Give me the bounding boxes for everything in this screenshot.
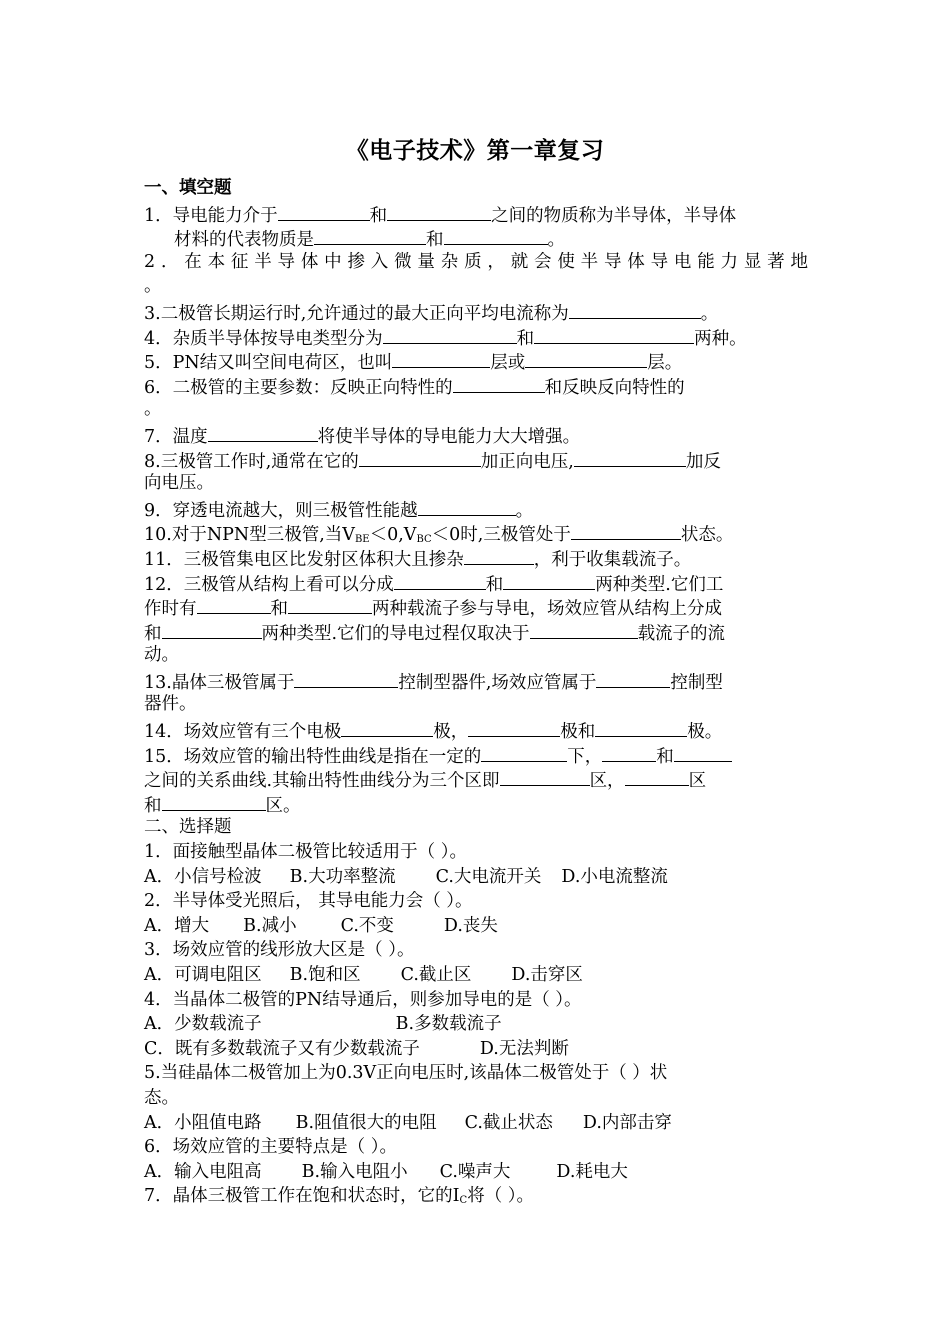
- subscript: BE: [354, 534, 370, 546]
- answer-blank: [208, 422, 318, 442]
- question-text: 之间的物质称为半导体，半导体: [491, 205, 737, 226]
- question-text: 和: [144, 795, 162, 816]
- answer-blank: [468, 717, 560, 737]
- option-c: C.截止状态: [464, 1112, 553, 1133]
- option-a: A．输入电阻高: [144, 1161, 262, 1182]
- answer-blank: [383, 324, 517, 344]
- question-text: 11．三极管集电区比发射区体积大且掺杂: [144, 549, 464, 570]
- option-b: B.阻值很大的电阻: [295, 1112, 437, 1133]
- answer-blank: [525, 348, 647, 368]
- question-text: 极，: [433, 722, 469, 743]
- question-text: ，利于收集载流子。: [533, 549, 692, 570]
- question-text: 作时有: [144, 599, 197, 620]
- option-c: C.截止区: [400, 965, 472, 985]
- question-text: 将（ ）。: [467, 1186, 535, 1207]
- question-text: 7．温度: [144, 426, 208, 447]
- question-text: 加反: [685, 451, 721, 472]
- answer-blank: [481, 742, 567, 762]
- choice-question-4: 4．当晶体二极管的PN结导通后，则参加导电的是（ ）。: [144, 989, 582, 1010]
- option-d: D.耗电大: [556, 1161, 628, 1182]
- question-15-line-2: [144, 766, 808, 791]
- document-body: [144, 176, 808, 1209]
- answer-blank: [162, 791, 266, 811]
- answer-blank: [387, 201, 491, 221]
- option-b: B.饱和区: [289, 965, 361, 985]
- answer-blank: [503, 570, 595, 590]
- question-text: 9．穿透电流越大，则三极管性能越: [144, 500, 418, 521]
- option-d: D.小电流整流: [561, 866, 668, 887]
- question-text: 和反映反向特性的: [544, 377, 685, 398]
- answer-blank: [392, 348, 490, 368]
- answer-blank: [625, 766, 689, 786]
- choice-question-3: 3．场效应管的线形放大区是（ ）。: [144, 940, 415, 961]
- choice-question-6-options: [144, 1160, 808, 1185]
- answer-blank: [674, 742, 732, 762]
- choice-question-2-options: [144, 914, 808, 939]
- question-3: [144, 299, 808, 324]
- question-text: 极。: [687, 722, 723, 743]
- answer-blank: [359, 447, 481, 467]
- option-a: A．增大: [144, 915, 210, 936]
- question-7: [144, 422, 808, 447]
- question-text: 将使半导体的导电能力大大增强。: [317, 426, 581, 447]
- option-d: D.无法判断: [479, 1038, 569, 1059]
- page-title: 《电子技术》第一章复习: [345, 138, 605, 164]
- choice-question-1-options: [144, 865, 808, 890]
- question-text: 控制型器件,场效应管属于: [398, 672, 597, 693]
- question-text: 区。: [265, 795, 301, 816]
- question-text: 层或: [490, 353, 526, 374]
- option-a: A．可调电阻区: [144, 965, 262, 985]
- answer-blank: [534, 324, 694, 344]
- question-text: 下，: [567, 746, 603, 767]
- question-text: 区，: [589, 771, 625, 792]
- question-text: 。: [515, 500, 534, 521]
- question-text: 8.三极管工作时,通常在它的: [144, 451, 359, 472]
- answer-blank: [294, 668, 398, 688]
- question-text: 6．二极管的主要参数：反映正向特性的: [144, 377, 453, 398]
- question-6-line-2: 。: [144, 399, 162, 420]
- answer-blank: [197, 594, 271, 614]
- answer-blank: [418, 496, 516, 516]
- question-13-line-2: 器件。: [144, 694, 197, 715]
- question-text: 载流子的流: [637, 623, 726, 644]
- question-text: 两种。: [694, 328, 747, 349]
- option-c: C.大电流开关: [435, 866, 542, 887]
- question-text: 3.二极管长期运行时,允许通过的最大正向平均电流称为: [144, 303, 569, 324]
- answer-blank: [278, 201, 370, 221]
- question-text: 1．导电能力介于: [144, 205, 278, 226]
- answer-blank: [162, 619, 262, 639]
- question-text: 极和: [560, 722, 596, 743]
- answer-blank: [288, 594, 372, 614]
- question-9: [144, 496, 808, 521]
- choice-question-5-line-1: 5.当硅晶体二极管加上为0.3V正向电压时,该晶体二极管处于（ ）状: [144, 1063, 668, 1084]
- option-b: B.减小: [243, 915, 297, 936]
- answer-blank: [530, 619, 638, 639]
- answer-blank: [394, 570, 486, 590]
- section-heading-fill-blank: 一、填空题: [144, 178, 232, 198]
- answer-blank: [596, 668, 670, 688]
- answer-blank: [453, 373, 545, 393]
- question-1-line-1: [144, 201, 808, 226]
- question-4: [144, 324, 808, 349]
- question-text: 状态。: [680, 525, 734, 546]
- choice-question-4-options-1: [144, 1012, 808, 1037]
- option-c: C．既有多数载流子又有少数载流子: [144, 1038, 420, 1059]
- question-text: 14．场效应管有三个电极: [144, 722, 342, 743]
- question-text: 和: [485, 574, 504, 595]
- subscript: C: [459, 1195, 468, 1207]
- option-b: B.多数载流子: [395, 1014, 502, 1035]
- question-5: [144, 348, 808, 373]
- question-text: 层。: [647, 353, 683, 374]
- question-text: 两种类型.它们工: [595, 574, 724, 595]
- question-13-line-1: [144, 668, 808, 693]
- option-a: A．小阻值电路: [144, 1112, 262, 1133]
- question-15-line-3: [144, 791, 808, 816]
- option-d: D.内部击穿: [582, 1112, 672, 1133]
- answer-blank: [571, 520, 681, 540]
- question-text: 和: [369, 205, 388, 226]
- choice-question-5-options: [144, 1111, 808, 1136]
- subscript: BC: [416, 534, 432, 546]
- option-c: C.不变: [340, 915, 394, 936]
- answer-blank: [569, 299, 701, 319]
- question-text: 10.对于NPN型三极管,当V: [144, 525, 355, 546]
- question-text: 加正向电压,: [480, 451, 574, 472]
- question-12-line-1: [144, 570, 808, 595]
- question-text: 和: [516, 328, 535, 349]
- option-b: B.大功率整流: [289, 866, 396, 887]
- question-text: 和: [426, 230, 444, 251]
- choice-question-2: 2．半导体受光照后， 其导电能力会（ ）。: [144, 891, 473, 912]
- question-text: 区: [688, 771, 707, 792]
- section-heading-multiple-choice: 二、选择题: [144, 817, 232, 838]
- answer-blank: [314, 225, 426, 245]
- choice-question-6: 6．场效应管的主要特点是（ ）。: [144, 1137, 397, 1158]
- option-d: D.丧失: [443, 915, 498, 936]
- question-text: 和: [270, 599, 288, 620]
- answer-blank: [574, 447, 686, 467]
- option-a: A．少数载流子: [144, 1014, 262, 1035]
- option-b: B.输入电阻小: [301, 1161, 408, 1182]
- question-text: 7．晶体三极管工作在饱和状态时，它的I: [144, 1186, 460, 1207]
- choice-question-4-options-2: [144, 1037, 808, 1062]
- question-text: 。: [547, 230, 565, 251]
- answer-blank: [602, 742, 656, 762]
- question-14: [144, 717, 808, 742]
- question-15-line-1: [144, 742, 808, 767]
- question-text: 之间的关系曲线.其输出特性曲线分为三个区即: [144, 771, 500, 792]
- question-12-line-4: 动。: [144, 645, 179, 666]
- question-text: ＜0,V: [369, 525, 417, 546]
- question-8-line-1: [144, 447, 808, 472]
- option-d: D.击穿区: [511, 965, 583, 985]
- answer-blank: [500, 766, 590, 786]
- question-text: 和: [656, 746, 674, 767]
- question-text: 控制型: [670, 672, 723, 693]
- answer-blank: [444, 225, 548, 245]
- choice-question-7: [144, 1184, 808, 1209]
- answer-blank: [341, 717, 433, 737]
- question-12-line-2: [144, 594, 808, 619]
- question-1-line-2: [144, 225, 808, 250]
- question-10: [144, 520, 808, 545]
- question-text: 两种载流子参与导电，场效应管从结构上分成: [372, 599, 722, 620]
- question-2-line-1: 2．在本征半导体中掺入微量杂质，就会使半导体导电能力显著地: [144, 251, 808, 272]
- question-text: 15．场效应管的输出特性曲线是指在一定的: [144, 746, 482, 767]
- option-a: A．小信号检波: [144, 866, 262, 887]
- answer-blank: [464, 545, 534, 565]
- question-text: 4．杂质半导体按导电类型分为: [144, 328, 383, 349]
- choice-question-1: 1．面接触型晶体二极管比较适用于（ ）。: [144, 842, 467, 863]
- question-text: 材料的代表物质是: [174, 230, 314, 251]
- question-text: 两种类型.它们的导电过程仅取决于: [261, 623, 530, 644]
- question-2-line-2: 。: [144, 276, 162, 297]
- question-12-line-3: [144, 619, 808, 644]
- answer-blank: [595, 717, 687, 737]
- choice-question-5-line-2: 态。: [144, 1087, 179, 1108]
- question-8-line-2: 向电压。: [144, 473, 214, 494]
- question-text: 。: [700, 303, 719, 324]
- question-6-line-1: [144, 373, 808, 398]
- option-c: C.噪声大: [439, 1161, 511, 1182]
- question-text: 12．三极管从结构上看可以分成: [144, 574, 394, 595]
- question-11: [144, 545, 808, 570]
- question-text: 和: [144, 623, 162, 644]
- question-text: ＜0时,三极管处于: [431, 525, 571, 546]
- choice-question-3-options: [144, 963, 808, 988]
- question-text: 5．PN结又叫空间电荷区，也叫: [144, 353, 393, 374]
- question-text: 13.晶体三极管属于: [144, 672, 295, 693]
